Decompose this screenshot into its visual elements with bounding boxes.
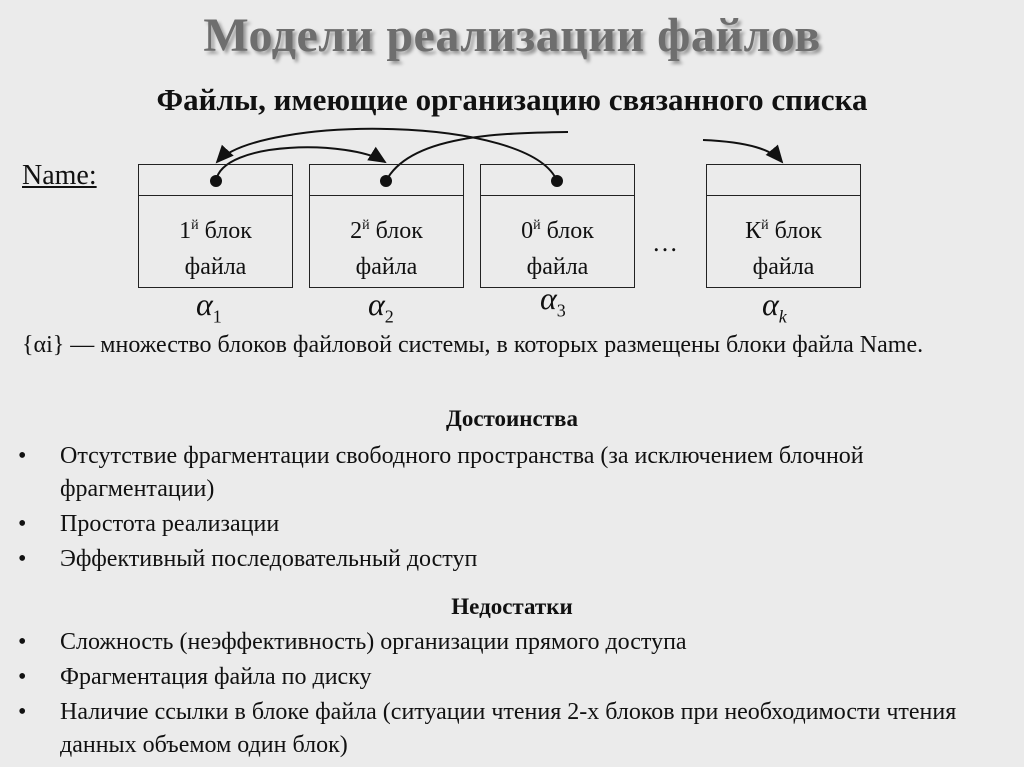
block-number: 1 bbox=[179, 218, 192, 244]
disadvantages-list bbox=[18, 626, 1008, 764]
list-item: • Наличие ссылки в блоке файла (ситуации чтения 2-х блоков при необходимости чтения данных объемом один блок) bbox=[18, 699, 957, 758]
pointer-field bbox=[707, 165, 860, 196]
list-item: • Простота реализации bbox=[18, 511, 280, 537]
file-block-2 bbox=[309, 164, 464, 288]
alpha-label-1: $\alpha_1$ bbox=[196, 286, 222, 327]
file-block-k bbox=[706, 164, 861, 288]
advantages-list bbox=[18, 440, 1008, 578]
block-label: блок bbox=[768, 218, 822, 244]
alpha-label-3: $\alpha_3$ bbox=[540, 280, 566, 321]
block-sup: й bbox=[362, 218, 370, 233]
slide-title: Модели реализации файлов bbox=[203, 9, 821, 62]
pointer-field bbox=[310, 165, 463, 196]
set-text: — множество блоков файловой системы, в которых размещены блоки файла Name. bbox=[64, 332, 924, 358]
block-label: файла bbox=[752, 254, 815, 280]
slide-subtitle: Файлы, имеющие организацию связанного списка bbox=[156, 82, 868, 117]
file-name-label: Name: bbox=[22, 160, 97, 191]
pointer-field bbox=[139, 165, 292, 196]
block-sup: й bbox=[533, 218, 541, 233]
advantages-heading: Достоинства bbox=[446, 406, 578, 431]
set-description bbox=[22, 328, 1012, 362]
alpha-label-2: $\alpha_2$ bbox=[368, 286, 394, 327]
file-block-0 bbox=[480, 164, 635, 288]
block-number: 2 bbox=[350, 218, 363, 244]
block-label: блок bbox=[198, 218, 252, 244]
pointer-field bbox=[481, 165, 634, 196]
arrow-into-blockk bbox=[703, 140, 782, 162]
disadvantages-heading: Недостатки bbox=[451, 594, 573, 619]
set-symbol: {αi} bbox=[22, 332, 65, 358]
block-label: файла bbox=[355, 254, 418, 280]
block-label: файла bbox=[184, 254, 247, 280]
list-item: • Отсутствие фрагментации свободного пространства (за исключением блочной фрагментации) bbox=[18, 443, 864, 502]
list-item: • Эффективный последовательный доступ bbox=[18, 546, 478, 572]
block-sup: й bbox=[761, 218, 769, 233]
block-sup: й bbox=[191, 218, 199, 233]
block-number: 0 bbox=[521, 218, 534, 244]
block-label: файла bbox=[526, 254, 589, 280]
block-number: К bbox=[745, 218, 762, 244]
block-label: блок bbox=[369, 218, 423, 244]
list-item: • Сложность (неэффективность) организации прямого доступа bbox=[18, 629, 687, 655]
list-item: • Фрагментация файла по диску bbox=[18, 664, 372, 690]
alpha-label-k: $\alpha_k$ bbox=[762, 286, 787, 327]
block-label: блок bbox=[540, 218, 594, 244]
ellipsis: … bbox=[652, 228, 678, 257]
file-block-1 bbox=[138, 164, 293, 288]
